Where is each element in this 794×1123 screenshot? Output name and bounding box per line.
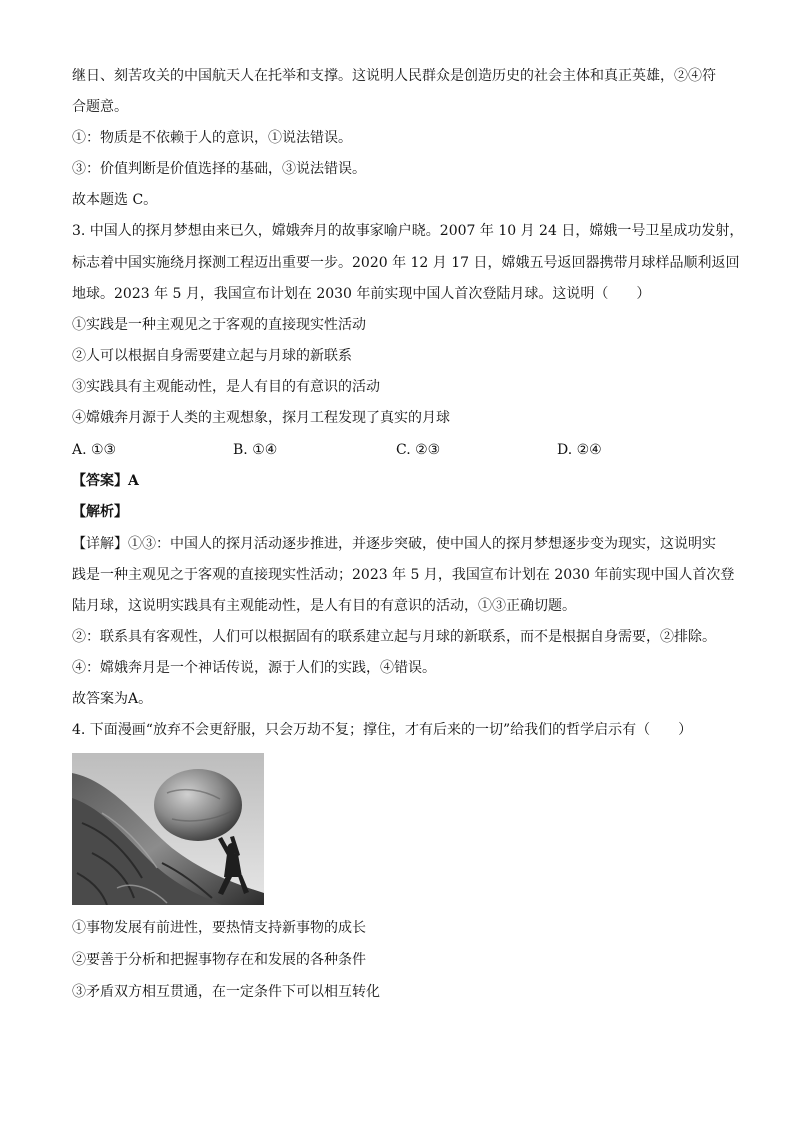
statement-1: ①事物发展有前进性，要热情支持新事物的成长 [72,920,366,936]
text-line: ①：物质是不依赖于人的意识，①说法错误。 [72,130,352,146]
analysis-text: 【详解】①③：中国人的探月活动逐步推进，并逐步突破，使中国人的探月梦想逐步变为现实，这说明实 [72,536,716,552]
statement-3: ③矛盾双方相互贯通，在一定条件下可以相互转化 [72,984,380,1000]
question-3-stem: 标志着中国实施绕月探测工程迈出重要一步。2020 年 12 月 17 日，嫦娥五号返回器携带月球样品顺利返回 [72,255,740,271]
answer-label: 【答案】A [72,473,139,489]
question-3-stem: 地球。2023 年 5 月，我国宣布计划在 2030 年前实现中国人首次登陆月球。这说明（ ） [72,286,651,302]
text-line: 继日、刻苦攻关的中国航天人在托举和支撑。这说明人民群众是创造历史的社会主体和真正英雄，②④符 [72,68,716,84]
analysis-text: 陆月球，这说明实践具有主观能动性，是人有目的有意识的活动，①③正确切题。 [72,598,576,614]
question-4-stem: 4. 下面漫画“放弃不会更舒服，只会万劫不复；撑住，才有后来的一切”给我们的哲学启示有（ ） [72,722,693,738]
statement-1: ①实践是一种主观见之于客观的直接现实性活动 [72,317,366,333]
text-line: 故本题选 C。 [72,192,158,208]
option-c: C. ②③ [396,442,441,458]
option-d: D. ②④ [557,442,602,458]
boulder-cartoon-image [72,753,264,905]
text-line: 合题意。 [72,99,128,115]
statement-4: ④嫦娥奔月源于人类的主观想象，探月工程发现了真实的月球 [72,410,450,426]
analysis-conclusion: 故答案为A。 [72,691,153,707]
statement-2: ②人可以根据自身需要建立起与月球的新联系 [72,348,352,364]
analysis-text: ④：嫦娥奔月是一个神话传说，源于人们的实践，④错误。 [72,660,436,676]
question-3-stem: 3. 中国人的探月梦想由来已久，嫦娥奔月的故事家喻户晓。2007 年 10 月 24 日，嫦娥一号卫星成功发射， [72,223,744,239]
text-line: ③：价值判断是价值选择的基础，③说法错误。 [72,161,366,177]
statement-3: ③实践具有主观能动性，是人有目的有意识的活动 [72,379,380,395]
option-a: A. ①③ [72,442,117,458]
option-b: B. ①④ [233,442,278,458]
analysis-text: ②：联系具有客观性，人们可以根据固有的联系建立起与月球的新联系，而不是根据自身需要，②排除。 [72,629,716,645]
analysis-label: 【解析】 [72,504,128,520]
statement-2: ②要善于分析和把握事物存在和发展的各种条件 [72,952,366,968]
analysis-text: 践是一种主观见之于客观的直接现实性活动；2023 年 5 月，我国宣布计划在 2030 年前实现中国人首次登 [72,567,735,583]
cartoon-illustration [72,753,264,905]
